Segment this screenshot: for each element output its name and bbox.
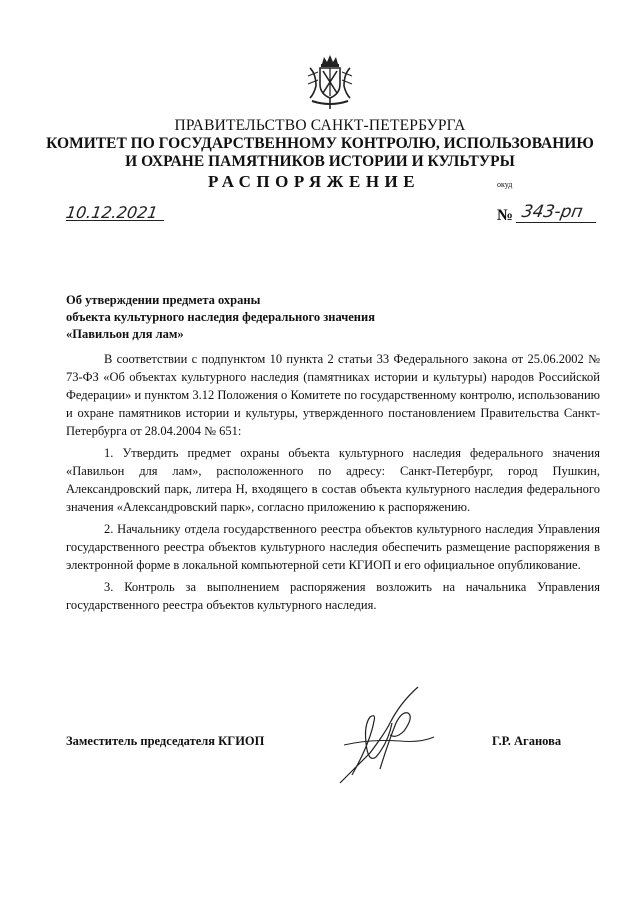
document-date: 10.12.2021 <box>64 203 159 222</box>
number-label: № <box>497 207 514 224</box>
subject-line1: Об утверждении предмета охраны <box>66 293 261 307</box>
handwritten-signature <box>330 683 450 785</box>
item-3-paragraph: 3. Контроль за выполнением распоряжения возложить на начальника Управления государственного реестра объектов культурного наследия. <box>66 580 600 612</box>
signer-position: Заместитель председателя КГИОП <box>66 734 265 748</box>
signer-name: Г.Р. Аганова <box>492 734 562 748</box>
preamble-paragraph: В соответствии с подпунктом 10 пункта 2 статьи 33 Федерального закона от 25.06.2002 № 73-ФЗ «Об объектах культурного наследия (памятниках истории и культуры) народов Российской Федерации» и пунктом 3.12 Положения о Комитете по государственному контролю, использованию и охране памятников истории и культуры, утвержденного постановлением Правительства Санкт-Петербурга от 28.04.2004 № 651: <box>66 352 600 438</box>
committee-name <box>0 135 640 171</box>
document-subject <box>66 292 375 343</box>
document-number: 343-рп <box>520 202 585 222</box>
subject-line2: объекта культурного наследия федерального значения <box>66 310 375 324</box>
committee-name-line1: КОМИТЕТ ПО ГОСУДАРСТВЕННОМУ КОНТРОЛЮ, ИСПОЛЬЗОВАНИЮ <box>46 135 594 152</box>
number-underline <box>516 222 596 223</box>
government-name: ПРАВИТЕЛЬСТВО САНКТ-ПЕТЕРБУРГА <box>174 117 466 134</box>
subject-line3: «Павильон для лам» <box>66 327 184 341</box>
coat-of-arms-emblem <box>306 54 354 110</box>
item-2-paragraph: 2. Начальнику отдела государственного реестра объектов культурного наследия Управления государственного реестра объектов культурного наследия обеспечить размещение распоряжения в электронной форме в локальной компьютерной сети КГИОП и его официальное опубликование. <box>66 522 600 572</box>
date-underline <box>66 220 164 221</box>
okud-label: окуд <box>497 180 513 189</box>
document-type-title: РАСПОРЯЖЕНИЕ <box>208 172 421 191</box>
committee-name-line2: И ОХРАНЕ ПАМЯТНИКОВ ИСТОРИИ И КУЛЬТУРЫ <box>125 153 515 170</box>
item-1-paragraph: 1. Утвердить предмет охраны объекта культурного наследия федерального значения «Павильон для лам», расположенного по адресу: Санкт-Петербург, город Пушкин, Александровский парк, литера Н, входящего в состав объекта культурного наследия федерального значения «Александровский парк», согласно приложению к распоряжению. <box>66 446 600 514</box>
document-body <box>66 350 600 614</box>
